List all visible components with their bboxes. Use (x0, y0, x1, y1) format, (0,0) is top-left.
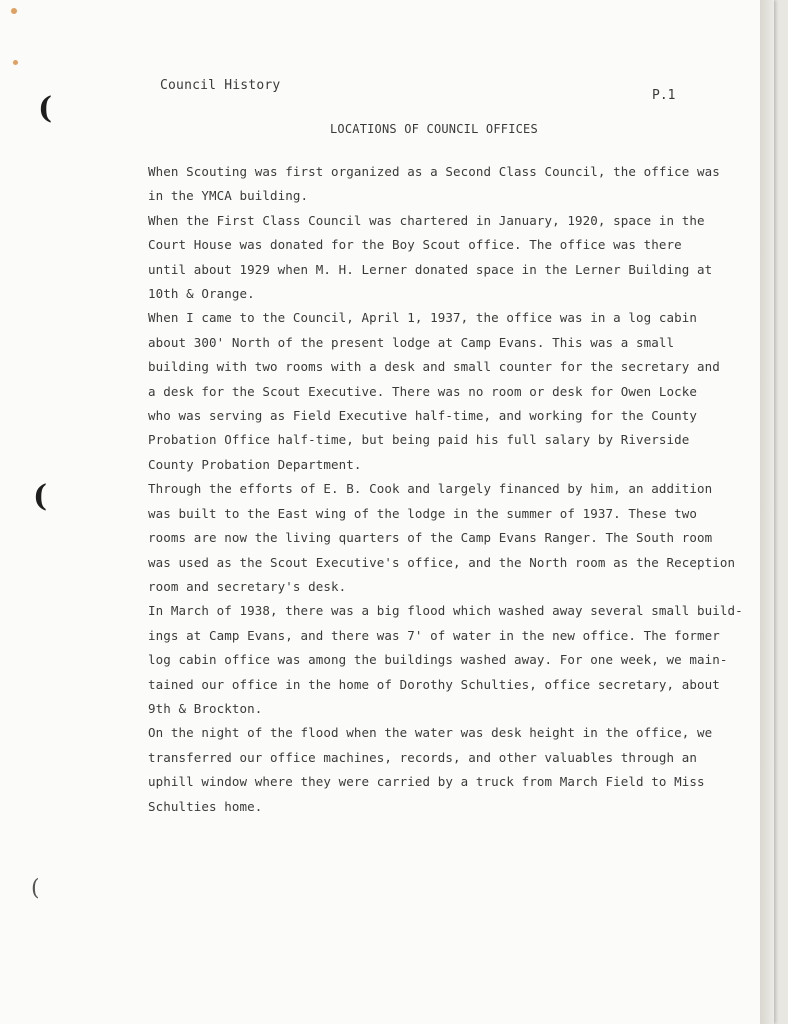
text-line: room and secretary's desk. (148, 578, 347, 594)
document-heading: LOCATIONS OF COUNCIL OFFICES (330, 122, 538, 136)
text-line: County Probation Department. (148, 456, 362, 472)
text-line: In March of 1938, there was a big flood which washed away several small build- (148, 603, 743, 619)
text-line: who was serving as Field Executive half-time, and working for the County (148, 408, 698, 424)
text-line: When Scouting was first organized as a Second Class Council, the office was (148, 164, 720, 179)
stain-spot (13, 60, 18, 65)
punch-hole-mark: ( (33, 479, 48, 514)
text-line: about 300' North of the present lodge at Camp Evans. This was a small (148, 334, 675, 350)
text-line: tained our office in the home of Dorothy Schulties, office secretary, about (148, 676, 720, 692)
text-line: until about 1929 when M. H. Lerner donated space in the Lerner Building at (148, 261, 713, 277)
text-line: On the night of the flood when the water was desk height in the office, we (148, 725, 713, 741)
punch-hole-mark: ( (38, 91, 53, 126)
text-line: was used as the Scout Executive's office, and the North room as the Reception (148, 554, 736, 570)
text-line: When I came to the Council, April 1, 1937, the office was in a log cabin (148, 310, 698, 326)
document-body (148, 160, 743, 819)
text-line: log cabin office was among the buildings washed away. For one week, we main- (148, 652, 728, 668)
text-line: 10th & Orange. (148, 286, 255, 302)
text-line: ings at Camp Evans, and there was 7' of water in the new office. The former (148, 627, 720, 643)
text-line: rooms are now the living quarters of the Camp Evans Ranger. The South room (148, 530, 713, 546)
text-line: was built to the East wing of the lodge in the summer of 1937. These two (148, 505, 698, 521)
page-number: P.1 (652, 88, 676, 103)
text-line: a desk for the Scout Executive. There was no room or desk for Owen Locke (148, 383, 698, 399)
document-header-title: Council History (160, 78, 281, 93)
text-line: Schulties home. (148, 798, 263, 814)
punch-hole-mark: ( (31, 876, 40, 901)
stain-spot (11, 8, 17, 14)
text-line: building with two rooms with a desk and small counter for the secretary and (148, 359, 720, 375)
text-line: When the First Class Council was chartered in January, 1920, space in the (148, 212, 705, 228)
text-line: Through the efforts of E. B. Cook and largely financed by him, an addition (148, 481, 713, 497)
text-line: in the YMCA building. (148, 188, 309, 204)
text-line: Court House was donated for the Boy Scout office. The office was there (148, 237, 682, 253)
text-line: Probation Office half-time, but being paid his full salary by Riverside (148, 432, 690, 448)
text-line: 9th & Brockton. (148, 700, 263, 716)
text-line: transferred our office machines, records, and other valuables through an (148, 749, 698, 765)
text-line: uphill window where they were carried by a truck from March Field to Miss (148, 774, 705, 790)
page-edge-shadow (760, 0, 774, 1024)
